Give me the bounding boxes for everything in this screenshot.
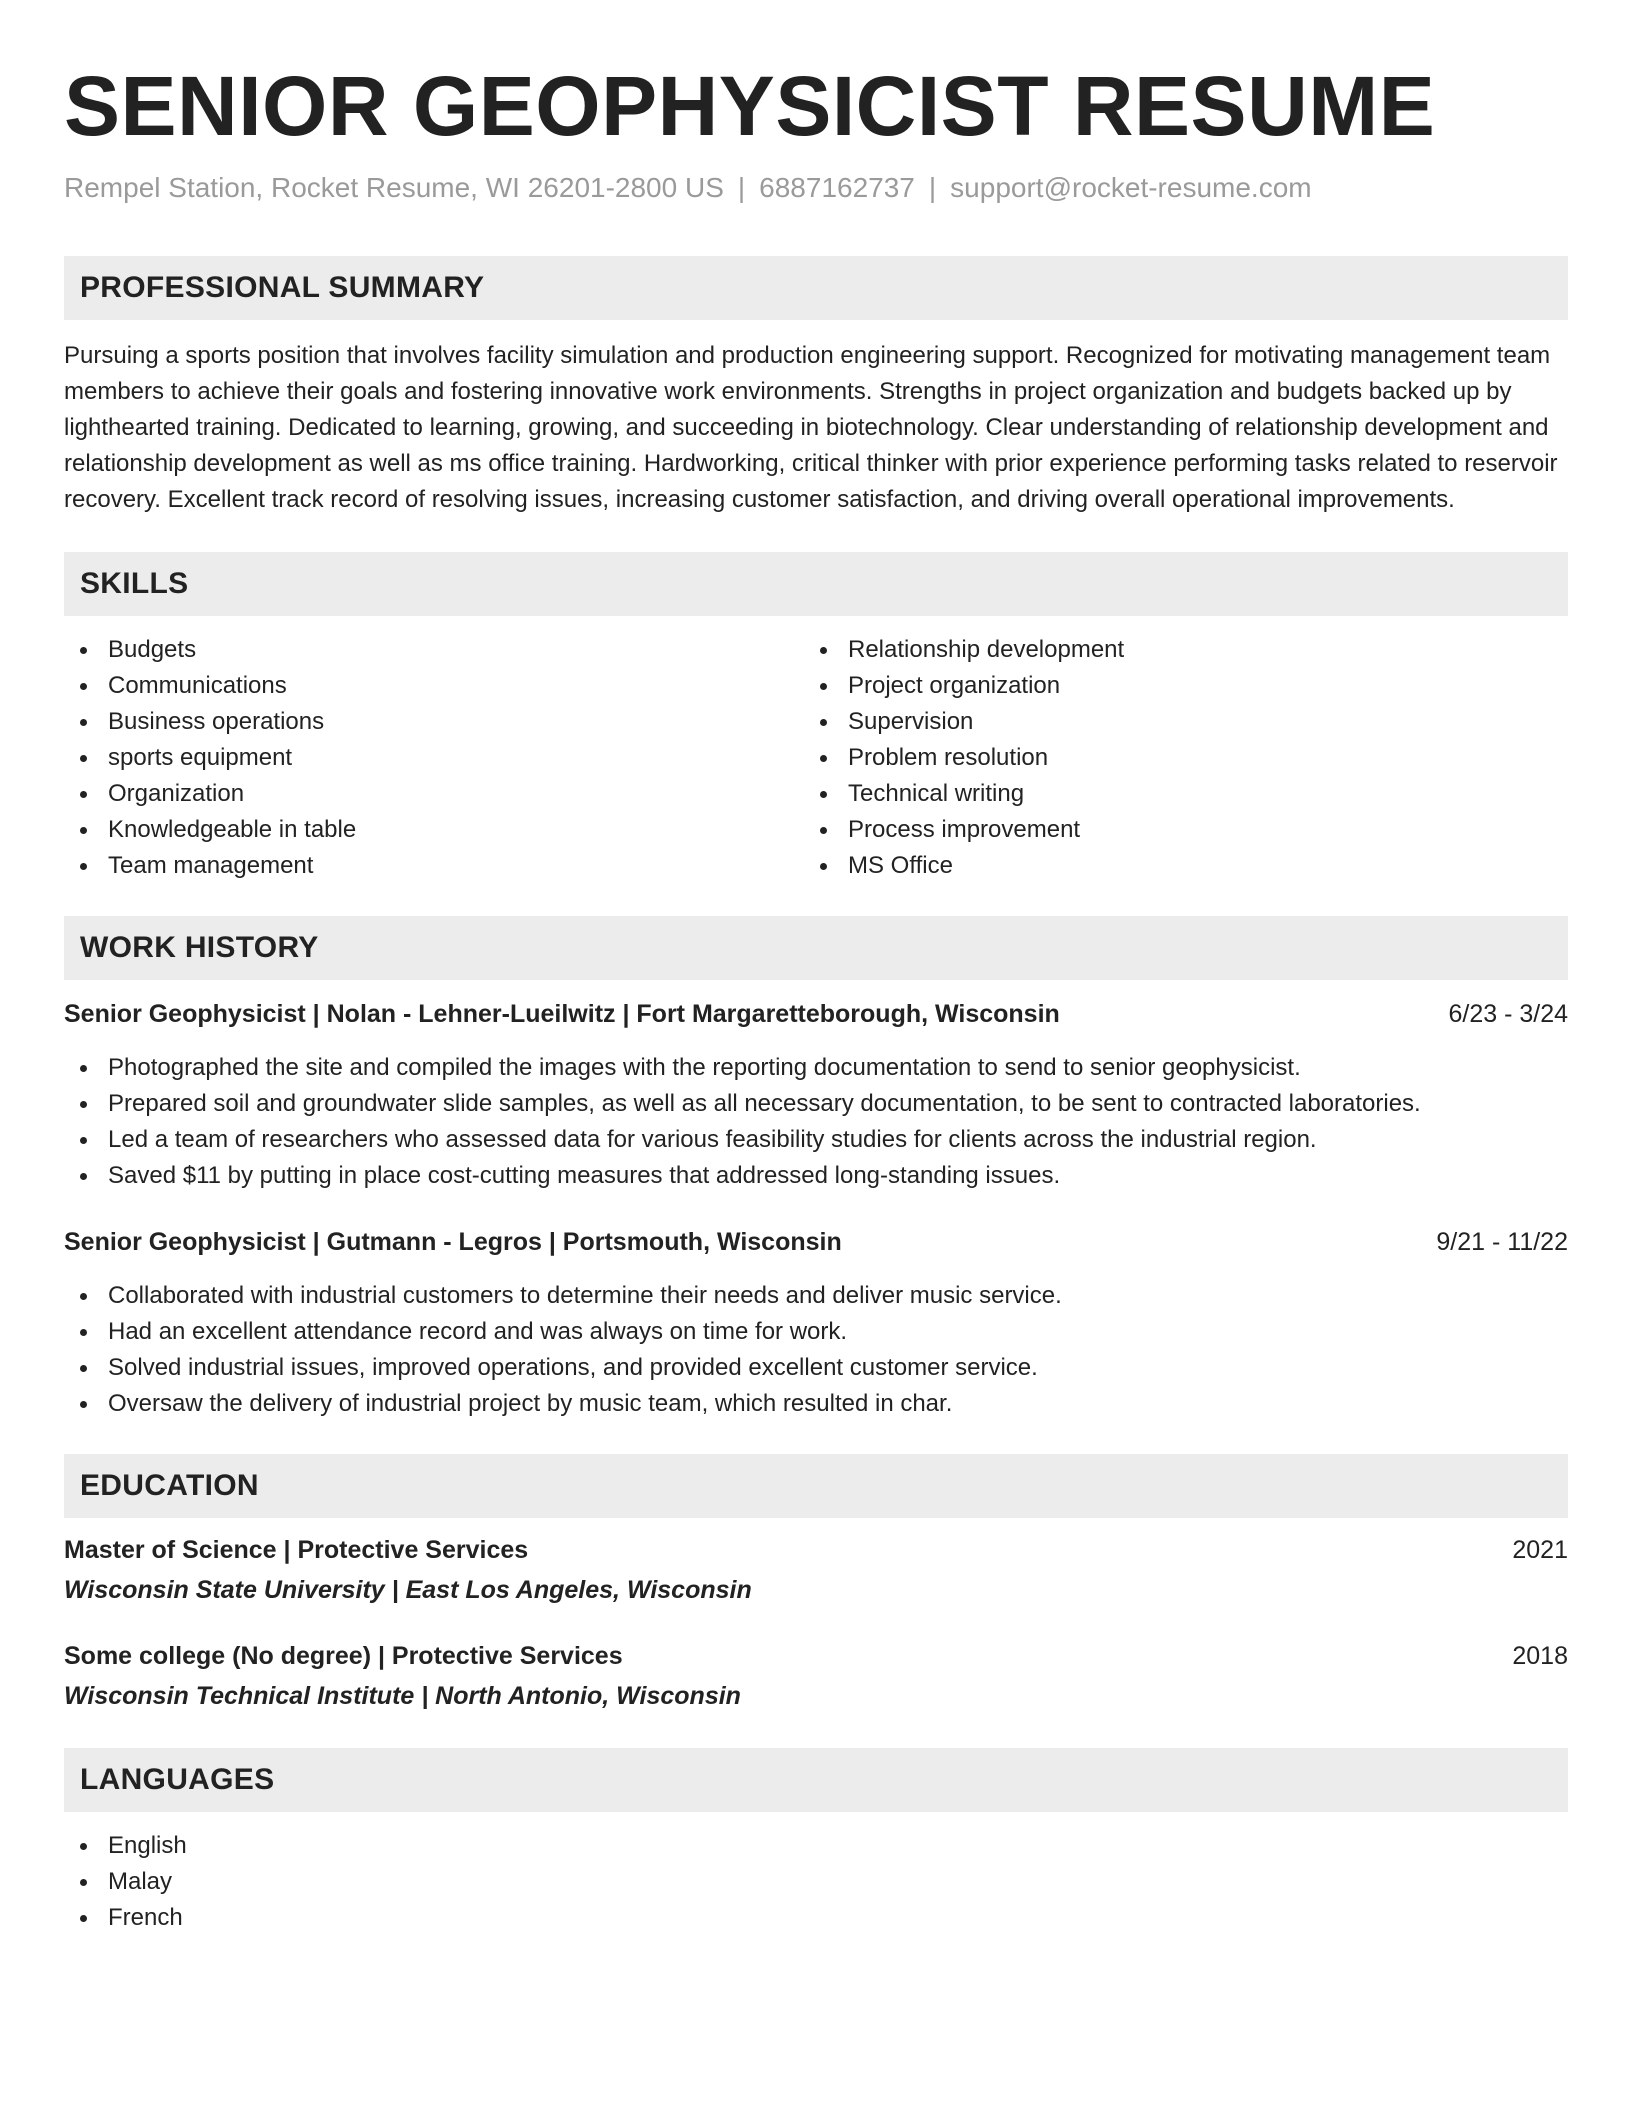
job-bullet: Oversaw the delivery of industrial project by music team, which resulted in char. [64, 1386, 1568, 1422]
skills-grid [64, 632, 1568, 884]
resume-title: SENIOR GEOPHYSICIST RESUME [64, 59, 1436, 153]
languages-section [64, 1748, 1568, 1936]
contact-separator: | [928, 172, 937, 203]
language-item: French [64, 1900, 1568, 1936]
skills-column-right [804, 632, 1544, 884]
job-header [64, 1224, 1568, 1260]
education-degree: Some college (No degree) | Protective Services [64, 1642, 623, 1670]
contact-phone: 6887162737 [759, 172, 915, 203]
contact-email: support@rocket-resume.com [950, 172, 1312, 203]
job-title: Senior Geophysicist | Nolan - Lehner-Lueilwitz | Fort Margaretteborough, Wisconsin [64, 1000, 1060, 1028]
languages-heading: LANGUAGES [64, 1748, 1568, 1812]
skills-list-right [804, 632, 1544, 884]
job-entry [64, 996, 1568, 1194]
languages-list [64, 1828, 1568, 1936]
skill-item: Business operations [64, 704, 804, 740]
education-degree: Master of Science | Protective Services [64, 1536, 529, 1564]
education-date: 2018 [1512, 1642, 1568, 1670]
education-section [64, 1454, 1568, 1714]
skill-item: Process improvement [804, 812, 1544, 848]
education-school: Wisconsin Technical Institute | North Antonio, Wisconsin [64, 1682, 741, 1710]
contact-line [64, 170, 1568, 206]
skill-item: Supervision [804, 704, 1544, 740]
education-date: 2021 [1512, 1536, 1568, 1564]
job-bullets [64, 1050, 1568, 1194]
education-school: Wisconsin State University | East Los Angeles, Wisconsin [64, 1576, 752, 1604]
skills-list-left [64, 632, 804, 884]
language-item: English [64, 1828, 1568, 1864]
skill-item: Budgets [64, 632, 804, 668]
job-bullet: Led a team of researchers who assessed data for various feasibility studies for clients across the industrial region. [64, 1122, 1568, 1158]
job-header [64, 996, 1568, 1032]
work-history-section [64, 916, 1568, 1422]
language-item: Malay [64, 1864, 1568, 1900]
summary-section [64, 256, 1568, 518]
skill-item: Relationship development [804, 632, 1544, 668]
job-bullets [64, 1278, 1568, 1422]
education-entry [64, 1638, 1568, 1714]
job-entry [64, 1224, 1568, 1422]
skill-item: Team management [64, 848, 804, 884]
skills-heading: SKILLS [64, 552, 1568, 616]
education-header [64, 1638, 1568, 1674]
contact-separator: | [737, 172, 746, 203]
job-date: 6/23 - 3/24 [1448, 1000, 1568, 1028]
job-bullet: Prepared soil and groundwater slide samples, as well as all necessary documentation, to be sent to contracted laboratories. [64, 1086, 1568, 1122]
job-date: 9/21 - 11/22 [1436, 1228, 1568, 1256]
skill-item: Problem resolution [804, 740, 1544, 776]
work-history-heading: WORK HISTORY [64, 916, 1568, 980]
skills-section [64, 552, 1568, 884]
skill-item: MS Office [804, 848, 1544, 884]
job-bullet: Photographed the site and compiled the images with the reporting documentation to send to senior geophysicist. [64, 1050, 1568, 1086]
skill-item: Organization [64, 776, 804, 812]
skill-item: Knowledgeable in table [64, 812, 804, 848]
job-bullet: Had an excellent attendance record and was always on time for work. [64, 1314, 1568, 1350]
education-header [64, 1532, 1568, 1568]
job-title: Senior Geophysicist | Gutmann - Legros | Portsmouth, Wisconsin [64, 1228, 842, 1256]
contact-address: Rempel Station, Rocket Resume, WI 26201-2800 US [64, 172, 724, 203]
skills-column-left [64, 632, 804, 884]
job-bullet: Solved industrial issues, improved operations, and provided excellent customer service. [64, 1350, 1568, 1386]
job-bullet: Saved $11 by putting in place cost-cutting measures that addressed long-standing issues. [64, 1158, 1568, 1194]
summary-text: Pursuing a sports position that involves facility simulation and production engineering support. Recognized for motivating management team members to achieve their goals and fostering innovative work environments. Strengths in project organization and budgets backed up by lighthearted training. Dedicated to learning, growing, and succeeding in biotechnology. Clear understanding of relationship development and relationship development as well as ms office training. Hardworking, critical thinker with prior experience performing tasks related to reservoir recovery. Excellent track record of resolving issues, increasing customer satisfaction, and driving overall operational improvements. [64, 342, 1558, 513]
summary-heading: PROFESSIONAL SUMMARY [64, 256, 1568, 320]
skill-item: Project organization [804, 668, 1544, 704]
skill-item: Communications [64, 668, 804, 704]
job-bullet: Collaborated with industrial customers to determine their needs and deliver music service. [64, 1278, 1568, 1314]
skill-item: sports equipment [64, 740, 804, 776]
skill-item: Technical writing [804, 776, 1544, 812]
education-entry [64, 1532, 1568, 1608]
education-heading: EDUCATION [64, 1454, 1568, 1518]
